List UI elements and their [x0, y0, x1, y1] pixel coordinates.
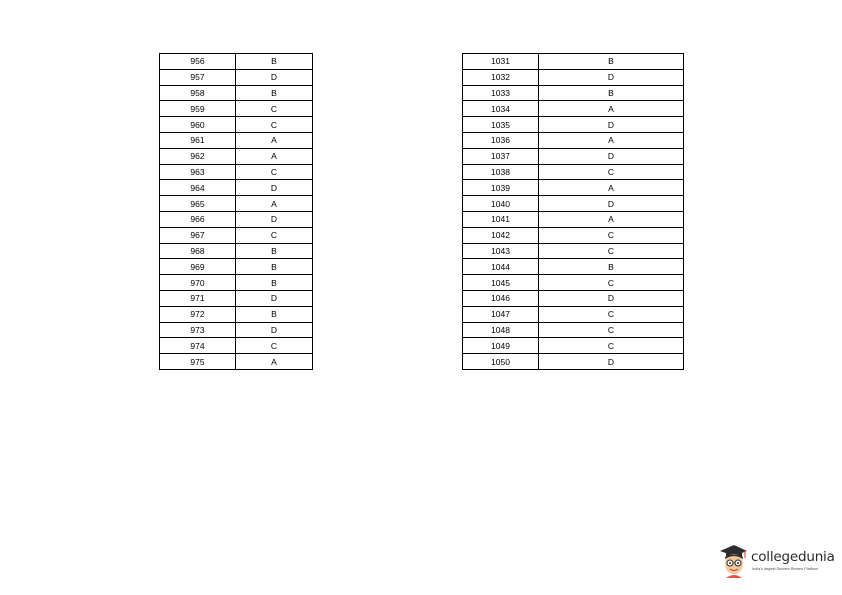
question-number: 1048 [463, 322, 539, 338]
question-number: 967 [160, 227, 236, 243]
answer-option: C [236, 101, 313, 117]
question-number: 973 [160, 322, 236, 338]
answer-option: D [539, 354, 684, 370]
table-row [160, 211, 313, 227]
answer-option: D [236, 69, 313, 85]
answer-option: C [539, 306, 684, 322]
answer-option: D [539, 290, 684, 306]
answer-option: D [539, 196, 684, 212]
answer-option: B [539, 259, 684, 275]
question-number: 957 [160, 69, 236, 85]
answer-option: C [236, 164, 313, 180]
table-row [160, 69, 313, 85]
answer-option: D [236, 290, 313, 306]
question-number: 1049 [463, 338, 539, 354]
answer-option: B [236, 259, 313, 275]
table-row [160, 338, 313, 354]
answer-option: C [539, 164, 684, 180]
question-number: 974 [160, 338, 236, 354]
answer-option: C [539, 322, 684, 338]
table-row [160, 85, 313, 101]
table-row [463, 322, 684, 338]
table-row [463, 69, 684, 85]
mascot-graduate-icon [718, 544, 748, 578]
question-number: 1045 [463, 275, 539, 291]
table-row [160, 164, 313, 180]
answer-option: A [236, 132, 313, 148]
question-number: 963 [160, 164, 236, 180]
question-number: 1037 [463, 148, 539, 164]
table-row [160, 117, 313, 133]
table-row [463, 54, 684, 70]
question-number: 1047 [463, 306, 539, 322]
table-row [463, 180, 684, 196]
question-number: 961 [160, 132, 236, 148]
table-row [160, 101, 313, 117]
answer-option: C [539, 227, 684, 243]
answer-option: A [539, 132, 684, 148]
question-number: 966 [160, 211, 236, 227]
answer-option: D [236, 211, 313, 227]
table-row [463, 148, 684, 164]
table-row [463, 290, 684, 306]
question-number: 1039 [463, 180, 539, 196]
question-number: 956 [160, 54, 236, 70]
question-number: 1050 [463, 354, 539, 370]
question-number: 971 [160, 290, 236, 306]
table-row [160, 196, 313, 212]
answer-option: A [539, 101, 684, 117]
answer-option: B [236, 306, 313, 322]
table-row [160, 132, 313, 148]
answer-option: C [236, 338, 313, 354]
answer-option: D [236, 180, 313, 196]
answer-key-table-left [159, 53, 313, 370]
table-row [463, 196, 684, 212]
question-number: 1040 [463, 196, 539, 212]
table-row [463, 275, 684, 291]
question-number: 968 [160, 243, 236, 259]
question-number: 1034 [463, 101, 539, 117]
table-row [463, 164, 684, 180]
table-row [463, 243, 684, 259]
table-row [160, 243, 313, 259]
table-row [160, 54, 313, 70]
answer-option: C [539, 275, 684, 291]
question-number: 1031 [463, 54, 539, 70]
table-row [160, 148, 313, 164]
question-number: 1032 [463, 69, 539, 85]
answer-option: B [236, 275, 313, 291]
answer-option: B [236, 85, 313, 101]
question-number: 1043 [463, 243, 539, 259]
answer-option: D [539, 148, 684, 164]
question-number: 972 [160, 306, 236, 322]
question-number: 965 [160, 196, 236, 212]
question-number: 1036 [463, 132, 539, 148]
table-row [463, 101, 684, 117]
table-row [463, 306, 684, 322]
question-number: 1044 [463, 259, 539, 275]
answer-option: C [539, 243, 684, 259]
answer-key-table-right [462, 53, 684, 370]
question-number: 1033 [463, 85, 539, 101]
table-row [160, 354, 313, 370]
table-row [160, 306, 313, 322]
answer-option: B [236, 243, 313, 259]
table-row [463, 211, 684, 227]
question-number: 962 [160, 148, 236, 164]
answer-option: D [539, 117, 684, 133]
logo-wordmark: collegedunia [751, 549, 835, 565]
question-number: 1041 [463, 211, 539, 227]
answer-option: A [236, 148, 313, 164]
table-row [463, 354, 684, 370]
answer-option: A [236, 196, 313, 212]
question-number: 960 [160, 117, 236, 133]
table-row [160, 290, 313, 306]
table-row [463, 132, 684, 148]
table-row [160, 275, 313, 291]
table-row [463, 85, 684, 101]
answer-option: B [539, 54, 684, 70]
question-number: 1042 [463, 227, 539, 243]
table-row [463, 338, 684, 354]
table-row [160, 227, 313, 243]
answer-key-body-left [160, 54, 313, 370]
question-number: 964 [160, 180, 236, 196]
collegedunia-logo[interactable] [718, 543, 835, 581]
question-number: 969 [160, 259, 236, 275]
question-number: 1046 [463, 290, 539, 306]
answer-option: C [236, 227, 313, 243]
question-number: 975 [160, 354, 236, 370]
question-number: 970 [160, 275, 236, 291]
question-number: 1038 [463, 164, 539, 180]
table-row [160, 322, 313, 338]
question-number: 958 [160, 85, 236, 101]
table-row [160, 180, 313, 196]
answer-option: B [236, 54, 313, 70]
table-row [160, 259, 313, 275]
table-row [463, 117, 684, 133]
question-number: 1035 [463, 117, 539, 133]
table-row [463, 227, 684, 243]
answer-option: A [539, 180, 684, 196]
answer-key-body-right [463, 54, 684, 370]
answer-option: A [539, 211, 684, 227]
answer-option: B [539, 85, 684, 101]
answer-option: C [539, 338, 684, 354]
answer-option: D [539, 69, 684, 85]
question-number: 959 [160, 101, 236, 117]
answer-option: C [236, 117, 313, 133]
answer-option: D [236, 322, 313, 338]
answer-option: A [236, 354, 313, 370]
table-row [463, 259, 684, 275]
logo-tagline: India's largest Student Review Platform [752, 567, 819, 571]
